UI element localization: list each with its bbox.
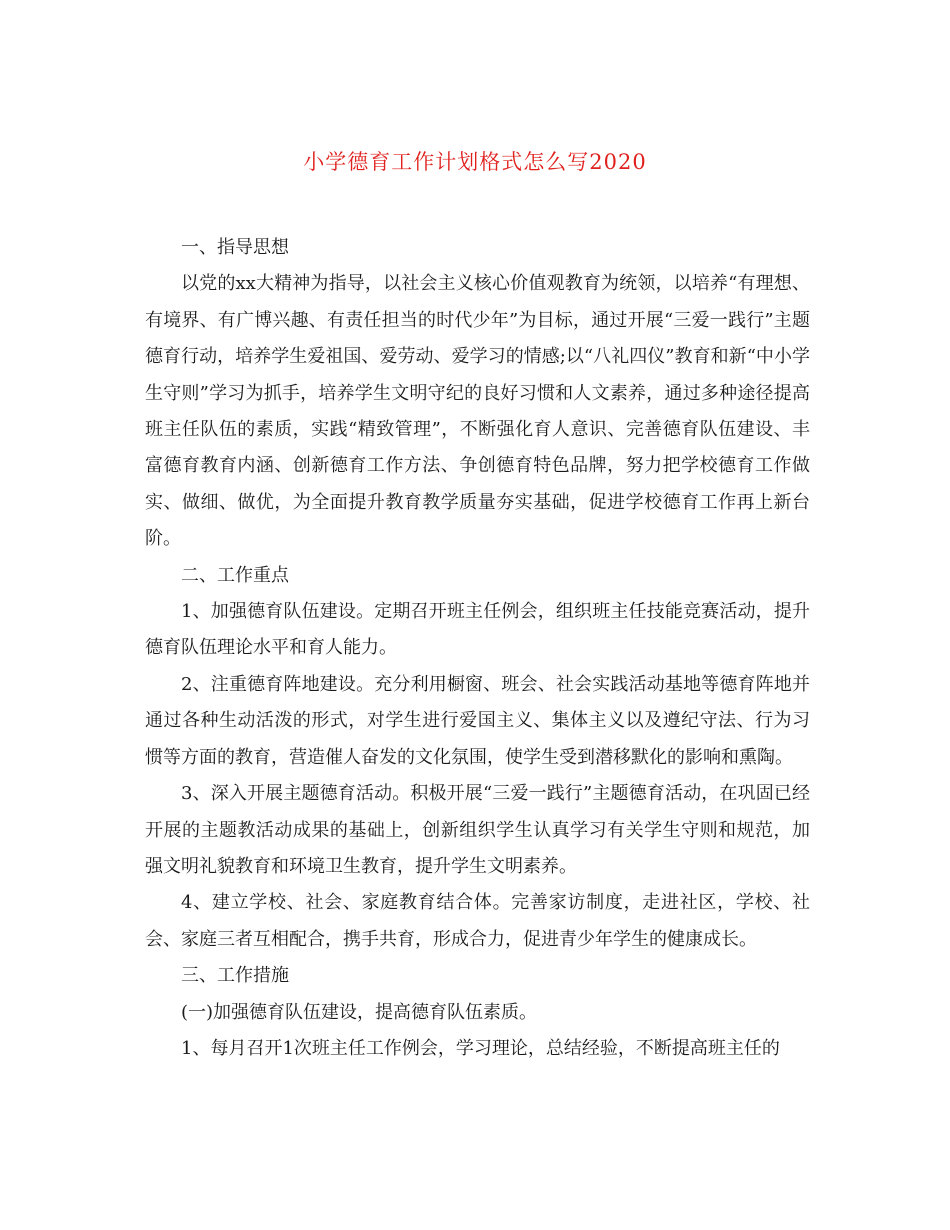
paragraph-guiding-ideology: 以党的xx大精神为指导，以社会主义核心价值观教育为统领，以培养“有理想、有境界、有广博兴趣、有责任担当的时代少年”为目标，通过开展“三爱一践行”主题德育行动，培养学生爱祖国、爱劳动、爱学习的情感;以“八礼四仪”教育和新“中小学生守则”学习为抓手，培养学生文明守纪的良好习惯和人文素养，通过多种途径提高班主任队伍的素质，实践“精致管理”，不断强化育人意识、完善德育队伍建设、丰富德育教育内涵、创新德育工作方法、争创德育特色品牌，努力把学校德育工作做实、做细、做优，为全面提升教育教学质量夯实基础，促进学校德育工作再上新台阶。 [145, 273, 810, 550]
section-heading-work-measures: 三、工作措施 [181, 965, 289, 987]
paragraph-measure-1: 1、每月召开1次班主任工作例会，学习理论，总结经验，不断提高班主任的 [181, 1037, 780, 1059]
paragraph-focus-1: 1、加强德育队伍建设。定期召开班主任例会，组织班主任技能竞赛活动，提升德育队伍理论水平和育人能力。 [145, 601, 810, 659]
subsection-heading-1: (一)加强德育队伍建设，提高德育队伍素质。 [181, 1001, 538, 1023]
paragraph-focus-4: 4、建立学校、社会、家庭教育结合体。完善家访制度，走进社区，学校、社会、家庭三者互相配合，携手共育，形成合力，促进青少年学生的健康成长。 [145, 892, 810, 950]
document-body [145, 230, 810, 1067]
paragraph-focus-2: 2、注重德育阵地建设。充分利用橱窗、班会、社会实践活动基地等德育阵地并通过各种生动活泼的形式，对学生进行爱国主义、集体主义以及遵纪守法、行为习惯等方面的教育，营造催人奋发的文化氛围，使学生受到潜移默化的影响和熏陶。 [145, 673, 810, 768]
paragraph-focus-3: 3、深入开展主题德育活动。积极开展“三爱一践行”主题德育活动，在巩固已经开展的主题教活动成果的基础上，创新组织学生认真学习有关学生守则和规范，加强文明礼貌教育和环境卫生教育，提升学生文明素养。 [145, 783, 810, 877]
document-title: 小学德育工作计划格式怎么写2020 [303, 150, 647, 174]
section-heading-work-focus: 二、工作重点 [181, 564, 289, 586]
section-heading-guiding-ideology: 一、指导思想 [181, 237, 289, 258]
